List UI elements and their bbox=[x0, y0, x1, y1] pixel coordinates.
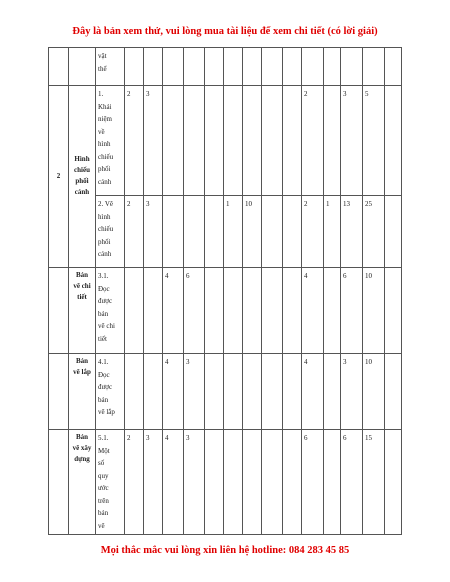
value-cell bbox=[341, 48, 363, 86]
value-cell: 2 bbox=[302, 196, 324, 268]
value-cell bbox=[224, 354, 243, 430]
value-cell bbox=[385, 354, 402, 430]
value-cell bbox=[205, 268, 224, 354]
value-cell bbox=[262, 196, 283, 268]
topic-cell: 3.1. Đọc được bản vẽ chi tiết bbox=[96, 268, 125, 354]
value-cell bbox=[324, 430, 341, 535]
value-cell: 3 bbox=[184, 354, 205, 430]
value-cell: 3 bbox=[144, 430, 163, 535]
value-cell bbox=[324, 268, 341, 354]
value-cell bbox=[385, 86, 402, 196]
value-cell bbox=[243, 268, 262, 354]
table-row bbox=[49, 196, 402, 268]
table-row bbox=[49, 268, 402, 354]
value-cell bbox=[205, 86, 224, 196]
lesson-cell bbox=[69, 48, 96, 86]
value-cell bbox=[385, 196, 402, 268]
topic-cell: 4.1. Đọc được bản vẽ lắp bbox=[96, 354, 125, 430]
value-cell bbox=[385, 268, 402, 354]
lesson-cell: Bản vẽ chi tiết bbox=[69, 268, 96, 354]
value-cell bbox=[224, 268, 243, 354]
value-cell: 4 bbox=[163, 268, 184, 354]
stt-cell bbox=[49, 354, 69, 430]
stt-cell bbox=[49, 430, 69, 535]
value-cell: 6 bbox=[302, 430, 324, 535]
value-cell bbox=[184, 48, 205, 86]
value-cell: 3 bbox=[144, 86, 163, 196]
value-cell bbox=[262, 354, 283, 430]
value-cell: 3 bbox=[341, 86, 363, 196]
topic-cell: 1. Khái niệm về hình chiếu phối cảnh bbox=[96, 86, 125, 196]
value-cell bbox=[283, 48, 302, 86]
hotline-notice: Mọi thắc mắc vui lòng xin liên hệ hotline: 084 283 45 85 bbox=[100, 545, 350, 556]
value-cell bbox=[163, 196, 184, 268]
topic-cell: 5.1. Một số quy ước trên bản vẽ bbox=[96, 430, 125, 535]
value-cell bbox=[262, 86, 283, 196]
value-cell bbox=[302, 48, 324, 86]
value-cell bbox=[163, 48, 184, 86]
stt-cell bbox=[49, 48, 69, 86]
value-cell: 3 bbox=[341, 354, 363, 430]
value-cell bbox=[324, 354, 341, 430]
value-cell: 6 bbox=[341, 430, 363, 535]
value-cell bbox=[205, 196, 224, 268]
value-cell: 2 bbox=[125, 430, 144, 535]
value-cell: 13 bbox=[341, 196, 363, 268]
value-cell bbox=[224, 86, 243, 196]
value-cell bbox=[243, 86, 262, 196]
value-cell: 10 bbox=[243, 196, 262, 268]
table-row bbox=[49, 354, 402, 430]
table-body bbox=[49, 48, 402, 535]
value-cell: 6 bbox=[341, 268, 363, 354]
value-cell bbox=[262, 48, 283, 86]
value-cell: 1 bbox=[224, 196, 243, 268]
value-cell: 6 bbox=[184, 268, 205, 354]
value-cell bbox=[324, 86, 341, 196]
value-cell bbox=[243, 354, 262, 430]
topic-cell: 2. Vẽ hình chiếu phối cảnh bbox=[96, 196, 125, 268]
value-cell bbox=[385, 430, 402, 535]
value-cell: 25 bbox=[363, 196, 385, 268]
value-cell bbox=[125, 354, 144, 430]
value-cell bbox=[205, 354, 224, 430]
value-cell: 10 bbox=[363, 354, 385, 430]
value-cell bbox=[283, 354, 302, 430]
value-cell: 4 bbox=[302, 268, 324, 354]
stt-cell: 2 bbox=[49, 86, 69, 268]
value-cell bbox=[283, 86, 302, 196]
value-cell bbox=[205, 48, 224, 86]
value-cell: 2 bbox=[302, 86, 324, 196]
value-cell: 3 bbox=[184, 430, 205, 535]
value-cell bbox=[144, 268, 163, 354]
preview-notice: Đây là bản xem thử, vui lòng mua tài liệu để xem chi tiết (có lời giải) bbox=[72, 26, 378, 37]
value-cell bbox=[224, 430, 243, 535]
value-cell bbox=[283, 268, 302, 354]
value-cell bbox=[163, 86, 184, 196]
value-cell bbox=[324, 48, 341, 86]
stt-cell bbox=[49, 268, 69, 354]
topic-cell: vật thể bbox=[96, 48, 125, 86]
value-cell: 2 bbox=[125, 86, 144, 196]
value-cell bbox=[385, 48, 402, 86]
table-row bbox=[49, 48, 402, 86]
value-cell bbox=[243, 48, 262, 86]
value-cell: 4 bbox=[163, 430, 184, 535]
value-cell: 4 bbox=[163, 354, 184, 430]
value-cell bbox=[363, 48, 385, 86]
value-cell bbox=[262, 268, 283, 354]
value-cell: 5 bbox=[363, 86, 385, 196]
value-cell bbox=[262, 430, 283, 535]
value-cell bbox=[243, 430, 262, 535]
value-cell: 4 bbox=[302, 354, 324, 430]
curriculum-table bbox=[48, 47, 402, 535]
value-cell bbox=[283, 430, 302, 535]
value-cell bbox=[224, 48, 243, 86]
value-cell bbox=[184, 196, 205, 268]
table-row bbox=[49, 430, 402, 535]
value-cell: 2 bbox=[125, 196, 144, 268]
value-cell: 1 bbox=[324, 196, 341, 268]
value-cell bbox=[283, 196, 302, 268]
value-cell bbox=[205, 430, 224, 535]
lesson-cell: Hình chiếu phối cảnh bbox=[69, 86, 96, 268]
value-cell bbox=[144, 354, 163, 430]
table-row bbox=[49, 86, 402, 196]
value-cell: 15 bbox=[363, 430, 385, 535]
lesson-cell: Bản vẽ lắp bbox=[69, 354, 96, 430]
value-cell bbox=[125, 48, 144, 86]
value-cell: 3 bbox=[144, 196, 163, 268]
value-cell bbox=[125, 268, 144, 354]
value-cell bbox=[184, 86, 205, 196]
lesson-cell: Bản vẽ xây dựng bbox=[69, 430, 96, 535]
value-cell: 10 bbox=[363, 268, 385, 354]
value-cell bbox=[144, 48, 163, 86]
